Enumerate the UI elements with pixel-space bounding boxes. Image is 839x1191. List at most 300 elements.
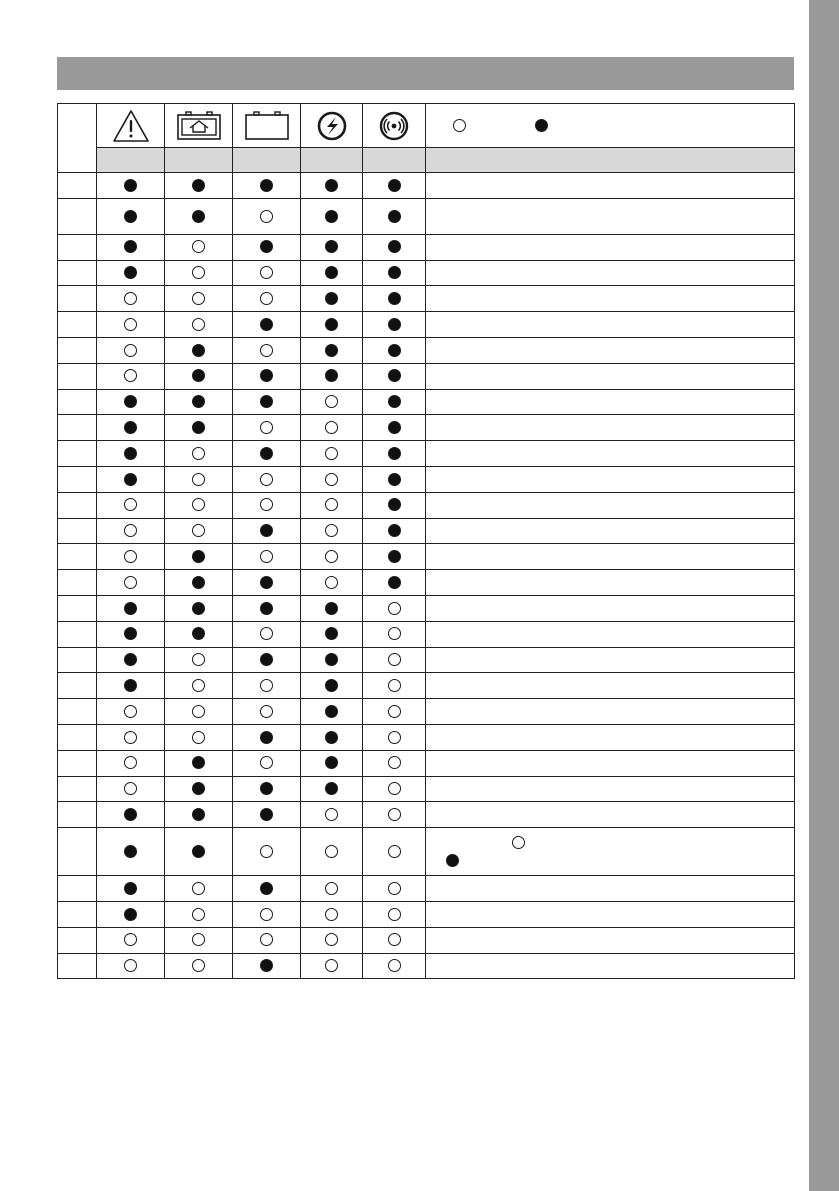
home-battery-state-cell bbox=[165, 389, 233, 415]
indicator-on-dot bbox=[192, 602, 205, 615]
description-cell bbox=[426, 621, 795, 647]
description-cell bbox=[426, 750, 795, 776]
indicator-off-dot bbox=[192, 908, 205, 921]
home-battery-state-cell bbox=[165, 234, 233, 260]
description-cell bbox=[426, 828, 795, 876]
row-number-cell bbox=[58, 927, 97, 953]
indicator-on-dot bbox=[325, 782, 338, 795]
indicator-on-dot bbox=[124, 602, 137, 615]
indicator-on-dot bbox=[260, 240, 273, 253]
battery-state-cell bbox=[233, 828, 301, 876]
home-battery-state-cell bbox=[165, 595, 233, 621]
indicator-on-dot bbox=[192, 179, 205, 192]
legend-cell bbox=[426, 104, 795, 148]
table-row bbox=[58, 389, 795, 415]
indicator-on-dot bbox=[124, 679, 137, 692]
warning-state-cell bbox=[97, 876, 165, 902]
grid-state-cell bbox=[301, 828, 363, 876]
alarm-state-cell bbox=[363, 953, 426, 979]
grid-state-cell bbox=[301, 927, 363, 953]
row-number-cell bbox=[58, 595, 97, 621]
warning-state-cell bbox=[97, 466, 165, 492]
grid-state-cell bbox=[301, 901, 363, 927]
description-cell bbox=[426, 901, 795, 927]
warning-state-cell bbox=[97, 260, 165, 286]
grid-state-cell bbox=[301, 173, 363, 199]
grid-state-cell bbox=[301, 750, 363, 776]
alarm-state-cell bbox=[363, 260, 426, 286]
warning-state-cell bbox=[97, 389, 165, 415]
indicator-off-dot bbox=[388, 908, 401, 921]
table-row bbox=[58, 198, 795, 234]
grid-state-cell bbox=[301, 570, 363, 596]
indicator-on-dot bbox=[260, 882, 273, 895]
battery-state-cell bbox=[233, 415, 301, 441]
indicator-off-dot bbox=[124, 782, 137, 795]
indicator-on-dot bbox=[325, 602, 338, 615]
indicator-off-dot bbox=[325, 498, 338, 511]
table-row bbox=[58, 927, 795, 953]
indicator-on-dot bbox=[192, 782, 205, 795]
indicator-on-dot bbox=[124, 808, 137, 821]
grid-state-cell bbox=[301, 260, 363, 286]
home-battery-state-cell bbox=[165, 260, 233, 286]
row-number-cell bbox=[58, 802, 97, 828]
indicator-on-dot bbox=[388, 344, 401, 357]
home-battery-state-cell bbox=[165, 901, 233, 927]
alarm-state-cell bbox=[363, 724, 426, 750]
description-cell bbox=[426, 234, 795, 260]
grid-state-cell bbox=[301, 363, 363, 389]
legend-on-symbol bbox=[535, 119, 548, 132]
home-battery-state-cell bbox=[165, 492, 233, 518]
indicator-on-dot bbox=[325, 292, 338, 305]
description-cell bbox=[426, 953, 795, 979]
row-number-cell bbox=[58, 621, 97, 647]
home-battery-state-cell bbox=[165, 570, 233, 596]
indicator-off-dot bbox=[388, 653, 401, 666]
warning-state-cell bbox=[97, 776, 165, 802]
indicator-on-dot bbox=[192, 845, 205, 858]
alarm-state-cell bbox=[363, 518, 426, 544]
indicator-on-dot bbox=[124, 845, 137, 858]
indicator-off-dot bbox=[325, 524, 338, 537]
row-number-cell bbox=[58, 441, 97, 467]
indicator-off-dot bbox=[124, 756, 137, 769]
warning-state-cell bbox=[97, 699, 165, 725]
home-battery-state-cell bbox=[165, 173, 233, 199]
indicator-off-dot bbox=[192, 933, 205, 946]
indicator-on-dot bbox=[388, 421, 401, 434]
alarm-sound-icon bbox=[378, 110, 410, 142]
indicator-on-dot bbox=[192, 627, 205, 640]
description-cell bbox=[426, 260, 795, 286]
indicator-off-dot bbox=[192, 653, 205, 666]
indicator-off-dot bbox=[325, 421, 338, 434]
table-row bbox=[58, 492, 795, 518]
side-tab bbox=[809, 0, 839, 1191]
indicator-off-dot bbox=[260, 756, 273, 769]
table-row bbox=[58, 776, 795, 802]
indicator-off-dot bbox=[325, 845, 338, 858]
table-row bbox=[58, 595, 795, 621]
indicator-off-dot bbox=[124, 933, 137, 946]
home-battery-state-cell bbox=[165, 518, 233, 544]
alarm-state-cell bbox=[363, 927, 426, 953]
warning-state-cell bbox=[97, 802, 165, 828]
grid-state-cell bbox=[301, 673, 363, 699]
indicator-off-dot bbox=[388, 933, 401, 946]
table-row bbox=[58, 621, 795, 647]
table-row bbox=[58, 570, 795, 596]
row-number-cell bbox=[58, 415, 97, 441]
grid-state-cell bbox=[301, 492, 363, 518]
table-row bbox=[58, 901, 795, 927]
indicator-off-dot bbox=[192, 882, 205, 895]
alarm-state-cell bbox=[363, 621, 426, 647]
indicator-off-dot bbox=[388, 679, 401, 692]
grid-power-icon bbox=[316, 110, 348, 142]
indicator-on-dot bbox=[388, 524, 401, 537]
table-row bbox=[58, 518, 795, 544]
indicator-off-dot bbox=[124, 576, 137, 589]
battery-column-subheader bbox=[233, 148, 301, 173]
indicator-on-dot bbox=[388, 369, 401, 382]
row-number-cell bbox=[58, 492, 97, 518]
indicator-on-dot bbox=[192, 395, 205, 408]
description-cell bbox=[426, 802, 795, 828]
grid-state-cell bbox=[301, 699, 363, 725]
indicator-off-dot bbox=[124, 705, 137, 718]
table-row bbox=[58, 953, 795, 979]
indicator-on-dot bbox=[260, 369, 273, 382]
row-number-cell bbox=[58, 363, 97, 389]
indicator-on-dot bbox=[260, 959, 273, 972]
warning-state-cell bbox=[97, 312, 165, 338]
warning-state-cell bbox=[97, 544, 165, 570]
battery-state-cell bbox=[233, 363, 301, 389]
indicator-off-dot bbox=[192, 292, 205, 305]
alarm-state-cell bbox=[363, 570, 426, 596]
indicator-on-dot bbox=[192, 808, 205, 821]
indicator-off-dot bbox=[260, 908, 273, 921]
grid-state-cell bbox=[301, 415, 363, 441]
table-row bbox=[58, 286, 795, 312]
indicator-off-dot bbox=[192, 705, 205, 718]
alarm-state-cell bbox=[363, 544, 426, 570]
indicator-on-dot bbox=[388, 447, 401, 460]
row-number-cell bbox=[58, 466, 97, 492]
warning-state-cell bbox=[97, 492, 165, 518]
indicator-off-dot bbox=[192, 959, 205, 972]
home-battery-column-header bbox=[165, 104, 233, 148]
battery-state-cell bbox=[233, 260, 301, 286]
alarm-state-cell bbox=[363, 673, 426, 699]
alarm-state-cell bbox=[363, 234, 426, 260]
indicator-on-dot bbox=[260, 653, 273, 666]
indicator-off-dot bbox=[325, 550, 338, 563]
indicator-on-dot bbox=[325, 679, 338, 692]
home-battery-icon bbox=[176, 111, 222, 141]
indicator-on-dot bbox=[124, 908, 137, 921]
indicator-status-table bbox=[57, 103, 795, 979]
alarm-state-cell bbox=[363, 828, 426, 876]
indicator-off-dot bbox=[388, 782, 401, 795]
grid-state-cell bbox=[301, 595, 363, 621]
indicator-off-dot bbox=[260, 550, 273, 563]
warning-state-cell bbox=[97, 173, 165, 199]
grid-state-cell bbox=[301, 234, 363, 260]
warning-state-cell bbox=[97, 621, 165, 647]
battery-state-cell bbox=[233, 901, 301, 927]
description-cell bbox=[426, 363, 795, 389]
home-battery-state-cell bbox=[165, 544, 233, 570]
legend-off-symbol bbox=[453, 119, 466, 132]
indicator-on-dot bbox=[325, 627, 338, 640]
description-cell bbox=[426, 389, 795, 415]
warning-state-cell bbox=[97, 750, 165, 776]
warning-state-cell bbox=[97, 363, 165, 389]
home-battery-state-cell bbox=[165, 466, 233, 492]
indicator-off-dot bbox=[260, 845, 273, 858]
grid-state-cell bbox=[301, 647, 363, 673]
alarm-state-cell bbox=[363, 286, 426, 312]
warning-state-cell bbox=[97, 337, 165, 363]
alarm-state-cell bbox=[363, 802, 426, 828]
table-row bbox=[58, 415, 795, 441]
home-battery-state-cell bbox=[165, 286, 233, 312]
alarm-state-cell bbox=[363, 363, 426, 389]
battery-icon bbox=[244, 111, 290, 141]
home-battery-state-cell bbox=[165, 337, 233, 363]
indicator-on-dot bbox=[388, 210, 401, 223]
indicator-off-dot bbox=[260, 292, 273, 305]
battery-state-cell bbox=[233, 518, 301, 544]
home-battery-state-cell bbox=[165, 828, 233, 876]
battery-column-header bbox=[233, 104, 301, 148]
indicator-on-dot bbox=[124, 210, 137, 223]
description-cell bbox=[426, 647, 795, 673]
home-battery-state-cell bbox=[165, 441, 233, 467]
alarm-state-cell bbox=[363, 312, 426, 338]
warning-state-cell bbox=[97, 570, 165, 596]
indicator-off-dot bbox=[260, 498, 273, 511]
indicator-on-dot bbox=[325, 369, 338, 382]
indicator-off-dot bbox=[192, 266, 205, 279]
warning-state-cell bbox=[97, 828, 165, 876]
description-cell bbox=[426, 518, 795, 544]
status-rows bbox=[58, 173, 795, 979]
row-number-cell bbox=[58, 518, 97, 544]
table-row bbox=[58, 673, 795, 699]
row-number-cell bbox=[58, 673, 97, 699]
indicator-off-dot bbox=[325, 473, 338, 486]
alarm-state-cell bbox=[363, 750, 426, 776]
battery-state-cell bbox=[233, 724, 301, 750]
home-battery-state-cell bbox=[165, 750, 233, 776]
grid-state-cell bbox=[301, 621, 363, 647]
warning-state-cell bbox=[97, 234, 165, 260]
indicator-off-dot bbox=[124, 292, 137, 305]
battery-state-cell bbox=[233, 234, 301, 260]
table-row bbox=[58, 312, 795, 338]
indicator-on-dot bbox=[325, 731, 338, 744]
row-number-cell bbox=[58, 724, 97, 750]
description-cell bbox=[426, 544, 795, 570]
note-off-symbol bbox=[512, 836, 525, 849]
row-number-cell bbox=[58, 647, 97, 673]
warning-state-cell bbox=[97, 198, 165, 234]
description-cell bbox=[426, 198, 795, 234]
indicator-on-dot bbox=[124, 447, 137, 460]
description-cell bbox=[426, 173, 795, 199]
home-battery-state-cell bbox=[165, 699, 233, 725]
home-battery-state-cell bbox=[165, 802, 233, 828]
indicator-off-dot bbox=[192, 524, 205, 537]
grid-state-cell bbox=[301, 776, 363, 802]
indicator-on-dot bbox=[260, 576, 273, 589]
table-row bbox=[58, 750, 795, 776]
indicator-on-dot bbox=[260, 731, 273, 744]
grid-state-cell bbox=[301, 544, 363, 570]
indicator-on-dot bbox=[124, 882, 137, 895]
warning-triangle-icon bbox=[111, 108, 151, 144]
description-cell bbox=[426, 927, 795, 953]
indicator-off-dot bbox=[124, 550, 137, 563]
indicator-on-dot bbox=[124, 627, 137, 640]
battery-state-cell bbox=[233, 750, 301, 776]
grid-state-cell bbox=[301, 441, 363, 467]
description-cell bbox=[426, 337, 795, 363]
home-battery-state-cell bbox=[165, 363, 233, 389]
alarm-state-cell bbox=[363, 415, 426, 441]
warning-state-cell bbox=[97, 286, 165, 312]
indicator-on-dot bbox=[325, 344, 338, 357]
warning-state-cell bbox=[97, 518, 165, 544]
table-row bbox=[58, 173, 795, 199]
alarm-state-cell bbox=[363, 198, 426, 234]
grid-state-cell bbox=[301, 337, 363, 363]
indicator-on-dot bbox=[260, 602, 273, 615]
indicator-on-dot bbox=[260, 782, 273, 795]
warning-state-cell bbox=[97, 441, 165, 467]
indicator-off-dot bbox=[260, 421, 273, 434]
row-number-cell bbox=[58, 750, 97, 776]
alarm-column-subheader bbox=[363, 148, 426, 173]
alarm-column-header bbox=[363, 104, 426, 148]
alarm-state-cell bbox=[363, 595, 426, 621]
indicator-on-dot bbox=[325, 705, 338, 718]
home-battery-state-cell bbox=[165, 673, 233, 699]
warning-state-cell bbox=[97, 724, 165, 750]
indicator-off-dot bbox=[325, 933, 338, 946]
indicator-off-dot bbox=[124, 731, 137, 744]
indicator-off-dot bbox=[325, 808, 338, 821]
indicator-off-dot bbox=[192, 498, 205, 511]
indicator-on-dot bbox=[260, 179, 273, 192]
indicator-off-dot bbox=[260, 210, 273, 223]
grid-state-cell bbox=[301, 198, 363, 234]
indicator-off-dot bbox=[388, 705, 401, 718]
home-battery-state-cell bbox=[165, 647, 233, 673]
row-number-cell bbox=[58, 699, 97, 725]
home-battery-state-cell bbox=[165, 953, 233, 979]
indicator-off-dot bbox=[192, 473, 205, 486]
indicator-off-dot bbox=[388, 959, 401, 972]
indicator-on-dot bbox=[192, 210, 205, 223]
indicator-on-dot bbox=[388, 318, 401, 331]
row-number-cell bbox=[58, 544, 97, 570]
description-cell bbox=[426, 673, 795, 699]
indicator-on-dot bbox=[124, 653, 137, 666]
indicator-on-dot bbox=[124, 395, 137, 408]
row-number-cell bbox=[58, 260, 97, 286]
warning-column-subheader bbox=[97, 148, 165, 173]
table-row bbox=[58, 337, 795, 363]
row-number-cell bbox=[58, 828, 97, 876]
indicator-off-dot bbox=[124, 524, 137, 537]
indicator-off-dot bbox=[388, 627, 401, 640]
indicator-off-dot bbox=[260, 705, 273, 718]
row-number-cell bbox=[58, 901, 97, 927]
battery-state-cell bbox=[233, 492, 301, 518]
home-battery-state-cell bbox=[165, 776, 233, 802]
battery-state-cell bbox=[233, 173, 301, 199]
row-number-header bbox=[58, 104, 97, 173]
indicator-off-dot bbox=[260, 627, 273, 640]
alarm-state-cell bbox=[363, 647, 426, 673]
indicator-on-dot bbox=[192, 421, 205, 434]
indicator-on-dot bbox=[192, 576, 205, 589]
grid-state-cell bbox=[301, 724, 363, 750]
home-battery-state-cell bbox=[165, 312, 233, 338]
indicator-off-dot bbox=[260, 933, 273, 946]
indicator-off-dot bbox=[388, 602, 401, 615]
battery-state-cell bbox=[233, 441, 301, 467]
row-number-cell bbox=[58, 337, 97, 363]
table-row bbox=[58, 466, 795, 492]
indicator-on-dot bbox=[325, 240, 338, 253]
indicator-off-dot bbox=[260, 344, 273, 357]
indicator-on-dot bbox=[124, 266, 137, 279]
description-cell bbox=[426, 312, 795, 338]
grid-state-cell bbox=[301, 518, 363, 544]
indicator-on-dot bbox=[388, 395, 401, 408]
indicator-on-dot bbox=[388, 179, 401, 192]
alarm-state-cell bbox=[363, 901, 426, 927]
indicator-off-dot bbox=[124, 318, 137, 331]
indicator-on-dot bbox=[388, 240, 401, 253]
indicator-on-dot bbox=[325, 756, 338, 769]
grid-state-cell bbox=[301, 802, 363, 828]
indicator-off-dot bbox=[388, 756, 401, 769]
home-battery-state-cell bbox=[165, 927, 233, 953]
description-cell bbox=[426, 286, 795, 312]
indicator-off-dot bbox=[192, 731, 205, 744]
warning-state-cell bbox=[97, 647, 165, 673]
row-number-cell bbox=[58, 312, 97, 338]
description-cell bbox=[426, 724, 795, 750]
battery-state-cell bbox=[233, 286, 301, 312]
indicator-on-dot bbox=[325, 318, 338, 331]
indicator-on-dot bbox=[388, 473, 401, 486]
row-number-cell bbox=[58, 570, 97, 596]
battery-state-cell bbox=[233, 776, 301, 802]
indicator-off-dot bbox=[192, 318, 205, 331]
row-number-cell bbox=[58, 876, 97, 902]
indicator-off-dot bbox=[388, 845, 401, 858]
table-row bbox=[58, 876, 795, 902]
